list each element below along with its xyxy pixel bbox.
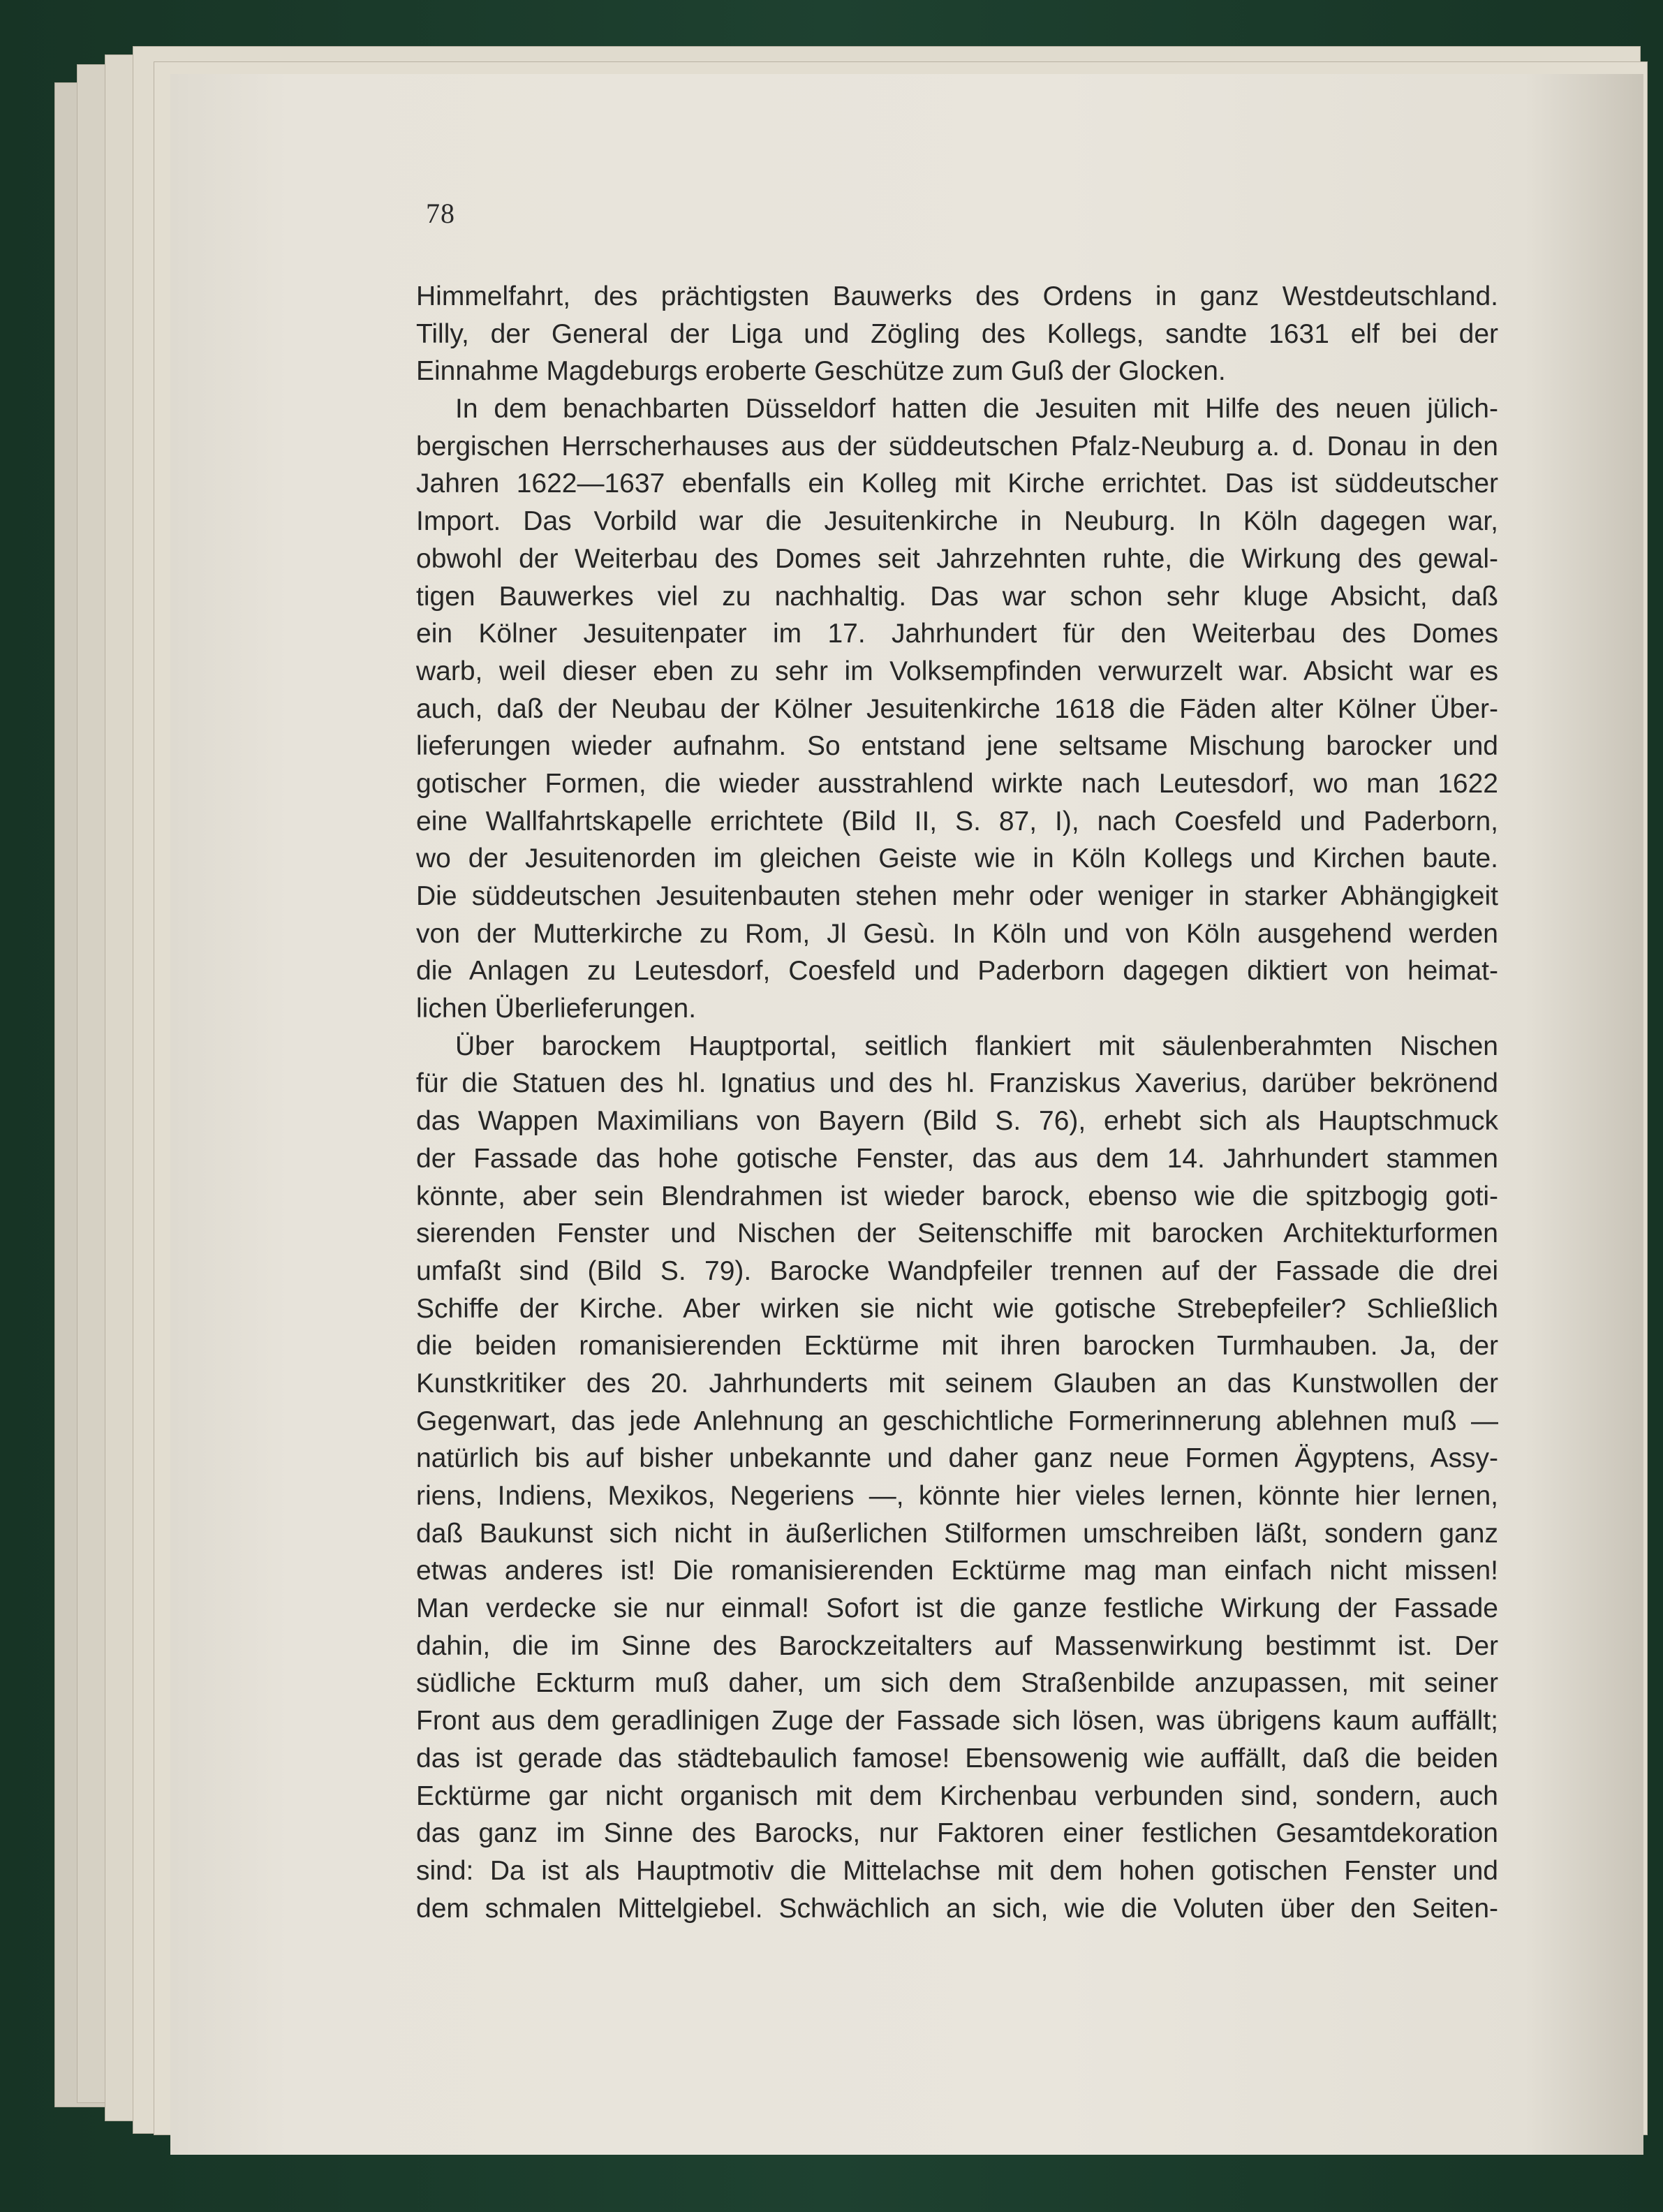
text-line: Die süddeutschen Jesuitenbauten stehen mehr oder weniger in starker Abhängigkeit [416,881,1498,911]
text-line: Himmelfahrt, des prächtigsten Bauwerks des Ordens in ganz Westdeutschland. [416,281,1498,311]
text-line: warb, weil dieser eben zu sehr im Volksempfinden verwurzelt war. Absicht war es [416,656,1498,686]
text-line: die beiden romanisierenden Ecktürme mit ihren barocken Turmhauben. Ja, der [416,1331,1498,1362]
text-line: tigen Bauwerkes viel zu nachhaltig. Das war schon sehr kluge Absicht, daß [416,581,1498,612]
text-line: wo der Jesuitenorden im gleichen Geiste wie in Köln Kollegs und Kirchen baute. [416,843,1498,874]
text-line: bergischen Herrscherhauses aus der süddeutschen Pfalz-Neuburg a. d. Donau in den [416,431,1498,462]
text-line: eine Wallfahrtskapelle errichtete (Bild II, S. 87, I), nach Coesfeld und Paderborn, [416,806,1498,836]
text-line: gotischer Formen, die wieder ausstrahlend wirkte nach Leutesdorf, wo man 1622 [416,768,1498,799]
text-line: In dem benachbarten Düsseldorf hatten die Jesuiten mit Hilfe des neuen jülich- [455,394,1498,425]
text-line: sind: Da ist als Hauptmotiv die Mittelachse mit dem hohen gotischen Fenster und [416,1855,1498,1886]
text-line: dahin, die im Sinne des Barockzeitalters auf Massenwirkung bestimmt ist. Der [416,1630,1498,1661]
text-line: von der Mutterkirche zu Rom, Jl Gesù. In Köln und von Köln ausgehend werden [416,918,1498,949]
text-line: könnte, aber sein Blendrahmen ist wieder barock, ebenso wie die spitzbogig goti- [416,1181,1498,1211]
text-line: Front aus dem geradlinigen Zuge der Fassade sich lösen, was übrigens kaum auffällt; [416,1706,1498,1737]
text-line: Jahren 1622—1637 ebenfalls ein Kolleg mit Kirche errichtet. Das ist süddeutscher [416,469,1498,499]
text-line: lieferungen wieder aufnahm. So entstand jene seltsame Mischung barocker und [416,731,1498,762]
text-line: natürlich bis auf bisher unbekannte und daher ganz neue Formen Ägyptens, Assy- [416,1443,1498,1474]
text-line: etwas anderes ist! Die romanisierenden Ecktürme mag man einfach nicht missen! [416,1556,1498,1586]
text-line: auch, daß der Neubau der Kölner Jesuitenkirche 1618 die Fäden alter Kölner Über- [416,693,1498,724]
body-text [416,278,1498,1927]
text-line: dem schmalen Mittelgiebel. Schwächlich an sich, wie die Voluten über den Seiten- [416,1893,1498,1924]
text-line: lichen Überlieferungen. [416,994,697,1024]
text-line: Ecktürme gar nicht organisch mit dem Kirchenbau verbunden sind, sondern, auch [416,1780,1498,1811]
text-line: südliche Eckturm muß daher, um sich dem Straßenbilde anzupassen, mit seiner [416,1668,1498,1699]
text-line: obwohl der Weiterbau des Domes seit Jahrzehnten ruhte, die Wirkung des gewal- [416,543,1498,574]
page-number: 78 [426,198,455,229]
text-line: daß Baukunst sich nicht in äußerlichen Stilformen umschreiben läßt, sondern ganz [416,1518,1498,1549]
text-line: sierenden Fenster und Nischen der Seitenschiffe mit barocken Architekturformen [416,1218,1498,1249]
text-line: der Fassade das hohe gotische Fenster, das aus dem 14. Jahrhundert stammen [416,1143,1498,1174]
text-line: die Anlagen zu Leutesdorf, Coesfeld und Paderborn dagegen diktiert von heimat- [416,956,1498,987]
text-line: Man verdecke sie nur einmal! Sofort ist die ganze festliche Wirkung der Fassade [416,1593,1498,1624]
text-line: Kunstkritiker des 20. Jahrhunderts mit seinem Glauben an das Kunstwollen der [416,1368,1498,1399]
text-line: Import. Das Vorbild war die Jesuitenkirche in Neuburg. In Köln dagegen war, [416,506,1498,537]
text-line: Schiffe der Kirche. Aber wirken sie nicht wie gotische Strebepfeiler? Schließlich [416,1293,1498,1324]
text-line: das ganz im Sinne des Barocks, nur Faktoren einer festlichen Gesamtdekoration [416,1818,1498,1849]
text-line: Gegenwart, das jede Anlehnung an geschichtliche Formerinnerung ablehnen muß — [416,1406,1498,1436]
text-line: das ist gerade das städtebaulich famose! Ebensowenig wie auffällt, daß die beiden [416,1743,1498,1774]
text-line: Einnahme Magdeburgs eroberte Geschütze zum Guß der Glocken. [416,356,1226,387]
text-line: Über barockem Hauptportal, seitlich flankiert mit säulenberahmten Nischen [455,1031,1498,1061]
text-line: umfaßt sind (Bild S. 79). Barocke Wandpfeiler trennen auf der Fassade die drei [416,1255,1498,1286]
text-line: für die Statuen des hl. Ignatius und des hl. Franziskus Xaverius, darüber bekrönend [416,1068,1498,1099]
text-line: riens, Indiens, Mexikos, Negeriens —, könnte hier vieles lernen, könnte hier lernen, [416,1481,1498,1511]
text-line: Tilly, der General der Liga und Zögling des Kollegs, sandte 1631 elf bei der [416,318,1498,349]
text-line: ein Kölner Jesuitenpater im 17. Jahrhundert für den Weiterbau des Domes [416,619,1498,649]
text-line: das Wappen Maximilians von Bayern (Bild S. 76), erhebt sich als Hauptschmuck [416,1106,1498,1137]
